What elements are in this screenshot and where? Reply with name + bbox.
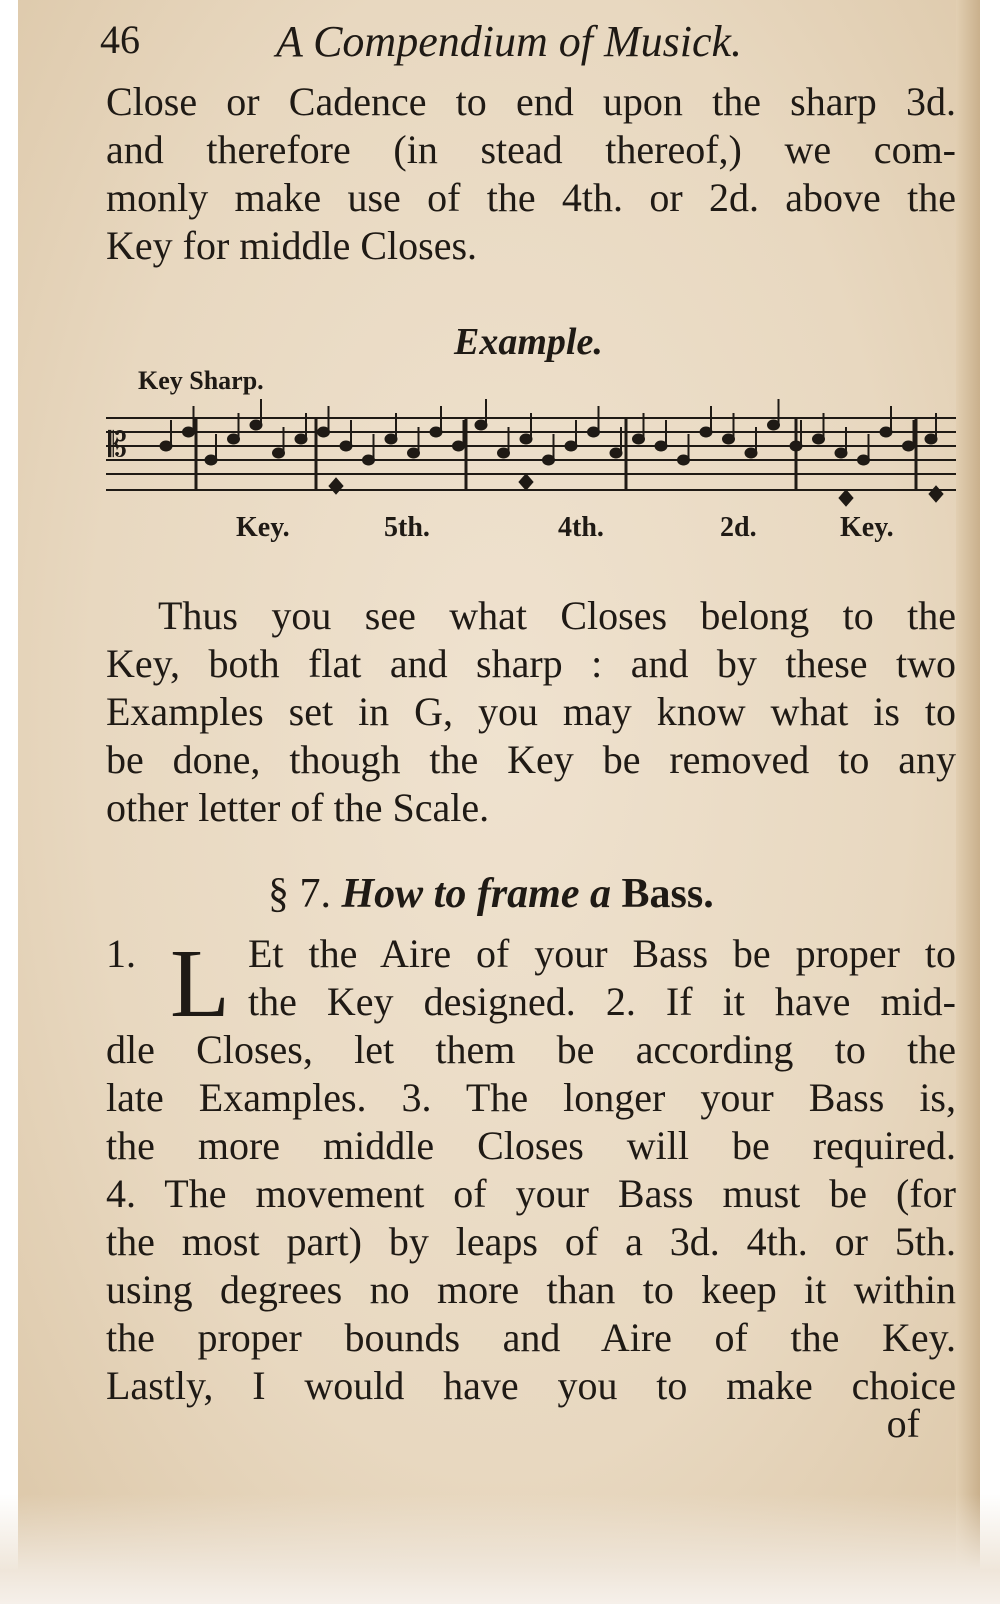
running-title: A Compendium of Musick. (276, 17, 743, 66)
text-line: the most part) by leaps of a 3d. 4th. or 5th. (106, 1219, 956, 1264)
clef-label: Key Sharp. (138, 366, 264, 395)
music-staff (106, 398, 956, 510)
page-bottom-edge (0, 1494, 1000, 1604)
section-mark: § 7. (268, 871, 331, 917)
example-heading: Example. (454, 321, 603, 363)
rule-number: 1. (106, 931, 136, 976)
section-title-roman: Bass. (621, 871, 714, 917)
cadence-label-key: Key. (236, 512, 290, 543)
cadence-note (839, 490, 853, 506)
cadence-label-fifth: 5th. (384, 512, 430, 543)
page-header (100, 12, 900, 72)
text-line: using degrees no more than to keep it within (106, 1267, 956, 1312)
svg-text:𝄡: 𝄡 (108, 425, 127, 465)
clef-mark (108, 425, 127, 465)
text-line: Close or Cadence to end upon the sharp 3d. (106, 79, 956, 124)
cadence-note (519, 474, 533, 490)
text-line: and therefore (in stead thereof,) we com- (106, 127, 956, 172)
cadence-label-second: 2d. (720, 512, 757, 543)
section-heading (268, 870, 714, 918)
cadence-note (329, 478, 343, 494)
text-line: dle Closes, let them be according to the (106, 1027, 956, 1072)
cadence-label-fourth: 4th. (558, 512, 604, 543)
text-line: the more middle Closes will be required. (106, 1123, 956, 1168)
drop-cap: L (170, 930, 230, 1038)
text-line: the proper bounds and Aire of the Key. (106, 1315, 956, 1360)
page-number: 46 (100, 17, 140, 62)
paragraph-bass-rules (106, 930, 956, 1410)
text-line: late Examples. 3. The longer your Bass is, (106, 1075, 956, 1120)
section-title-italic: How to frame a (341, 871, 611, 917)
text-line: Key for middle Closes. (106, 223, 478, 268)
paragraph-closes (106, 78, 956, 270)
text-line: 4. The movement of your Bass must be (for (106, 1171, 956, 1216)
page-gutter-shadow (956, 0, 980, 1604)
text-line: the Key designed. 2. If it have mid- (248, 979, 956, 1024)
cadence-note (929, 486, 943, 502)
catchword: of (886, 1401, 920, 1446)
text-line: Examples set in G, you may know what is to (106, 689, 956, 734)
text-line: other letter of the Scale. (106, 785, 490, 830)
book-page (18, 0, 980, 1604)
text-line: monly make use of the 4th. or 2d. above the (106, 175, 956, 220)
paragraph-summary (106, 592, 956, 832)
text-line: be done, though the Key be removed to any (106, 737, 956, 782)
text-line: Key, both flat and sharp : and by these two (106, 641, 956, 686)
music-staff-svg (106, 398, 956, 510)
cadence-label-key-end: Key. (840, 512, 894, 543)
text-line: Thus you see what Closes belong to the (158, 593, 956, 638)
text-line: Lastly, I would have you to make choice (106, 1363, 956, 1408)
text-line: Et the Aire of your Bass be proper to (248, 931, 956, 976)
